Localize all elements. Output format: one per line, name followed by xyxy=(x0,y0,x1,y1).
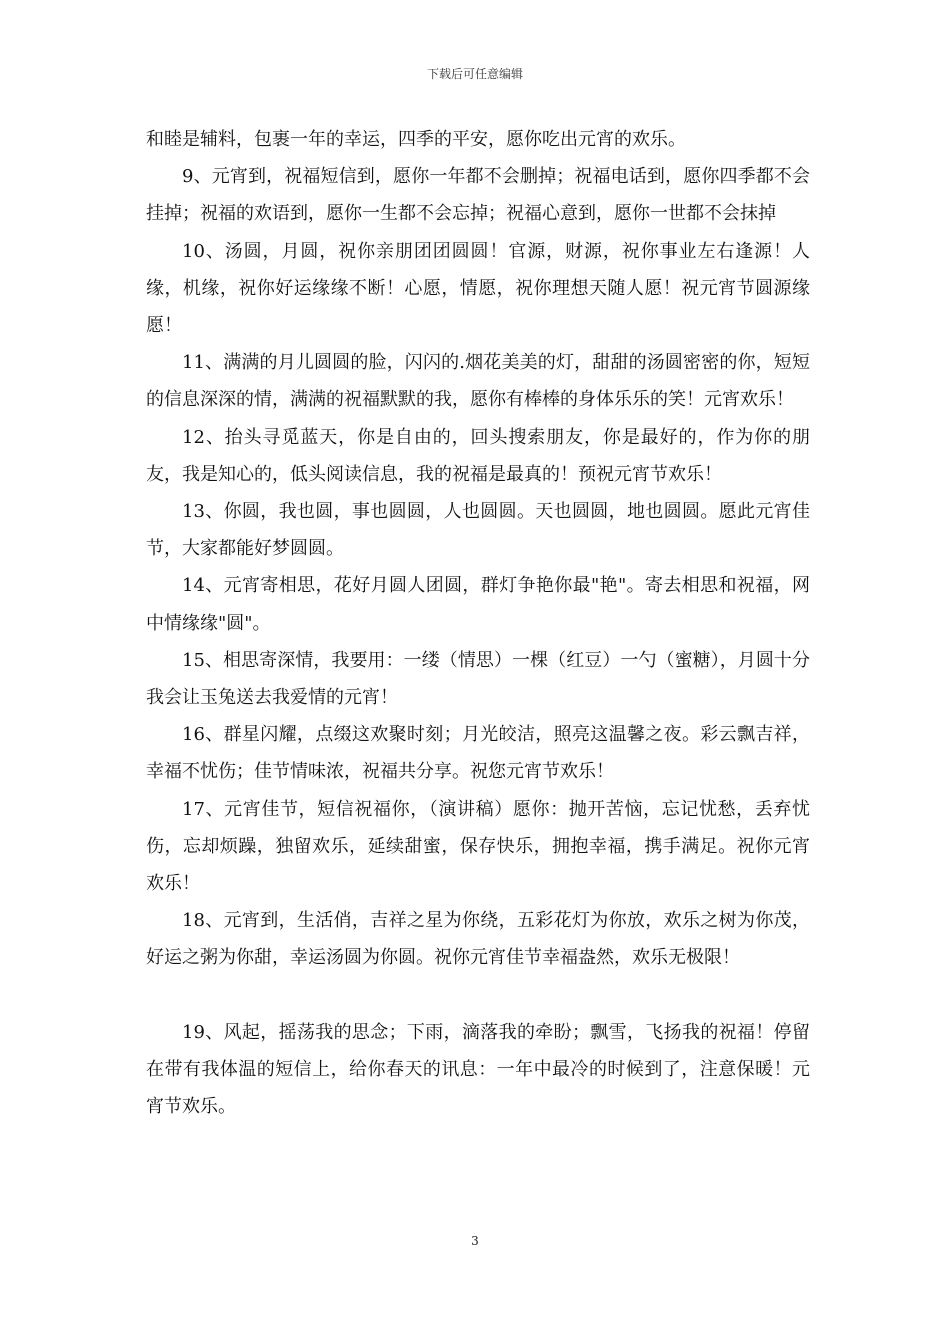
document-body xyxy=(146,121,810,1125)
paragraph-10: 10、汤圆，月圆，祝你亲朋团团圆圆！官源，财源，祝你事业左右逢源！人缘，机缘，祝你好运缘缘不断！心愿，情愿，祝你理想天随人愿！祝元宵节圆源缘愿！ xyxy=(146,240,810,337)
paragraph-spacer xyxy=(146,977,810,1014)
paragraph-16: 16、群星闪耀，点缀这欢聚时刻；月光皎洁，照亮这温馨之夜。彩云飘吉祥，幸福不忧伤；佳节情味浓，祝福共分享。祝您元宵节欢乐！ xyxy=(146,724,810,783)
paragraph-17: 17、元宵佳节，短信祝福你，（演讲稿）愿你：抛开苦恼，忘记忧愁，丢弃忧伤，忘却烦躁，独留欢乐，延续甜蜜，保存快乐，拥抱幸福，携手满足。祝你元宵欢乐！ xyxy=(146,798,810,895)
page-header: 下载后可任意编辑 xyxy=(426,67,523,81)
paragraph-14: 14、元宵寄相思，花好月圆人团圆，群灯争艳你最"艳"。寄去相思和祝福，网中情缘缘"圆"。 xyxy=(146,575,810,634)
paragraph-13: 13、你圆，我也圆，事也圆圆，人也圆圆。天也圆圆，地也圆圆。愿此元宵佳节，大家都能好梦圆圆。 xyxy=(146,501,810,560)
paragraph-11: 11、满满的月儿圆圆的脸，闪闪的.烟花美美的灯，甜甜的汤圆密密的你，短短的信息深深的情，满满的祝福默默的我，愿你有棒棒的身体乐乐的笑！元宵欢乐！ xyxy=(146,352,810,411)
page-number: 3 xyxy=(471,1234,479,1248)
paragraph-15: 15、相思寄深情，我要用：一缕（情思）一棵（红豆）一勺（蜜糖），月圆十分我会让玉兔送去我爱情的元宵！ xyxy=(146,649,810,709)
paragraph-19: 19、风起，摇荡我的思念；下雨，滴落我的牵盼；飘雪，飞扬我的祝福！停留在带有我体温的短信上，给你春天的讯息：一年中最冷的时候到了，注意保暖！元宵节欢乐。 xyxy=(146,1021,810,1118)
paragraph-12: 12、抬头寻觅蓝天，你是自由的，回头搜索朋友，你是最好的，作为你的朋友，我是知心的，低头阅读信息，我的祝福是最真的！预祝元宵节欢乐！ xyxy=(146,426,810,485)
paragraph-continuation: 和睦是辅料，包裹一年的幸运，四季的平安，愿你吃出元宵的欢乐。 xyxy=(146,129,686,150)
paragraph-18: 18、元宵到，生活俏，吉祥之星为你绕，五彩花灯为你放，欢乐之树为你茂，好运之粥为你甜，幸运汤圆为你圆。祝你元宵佳节幸福盎然，欢乐无极限！ xyxy=(146,910,810,969)
paragraph-9: 9、元宵到，祝福短信到，愿你一年都不会删掉；祝福电话到，愿你四季都不会挂掉；祝福的欢语到，愿你一生都不会忘掉；祝福心意到，愿你一世都不会抹掉 xyxy=(146,166,810,225)
